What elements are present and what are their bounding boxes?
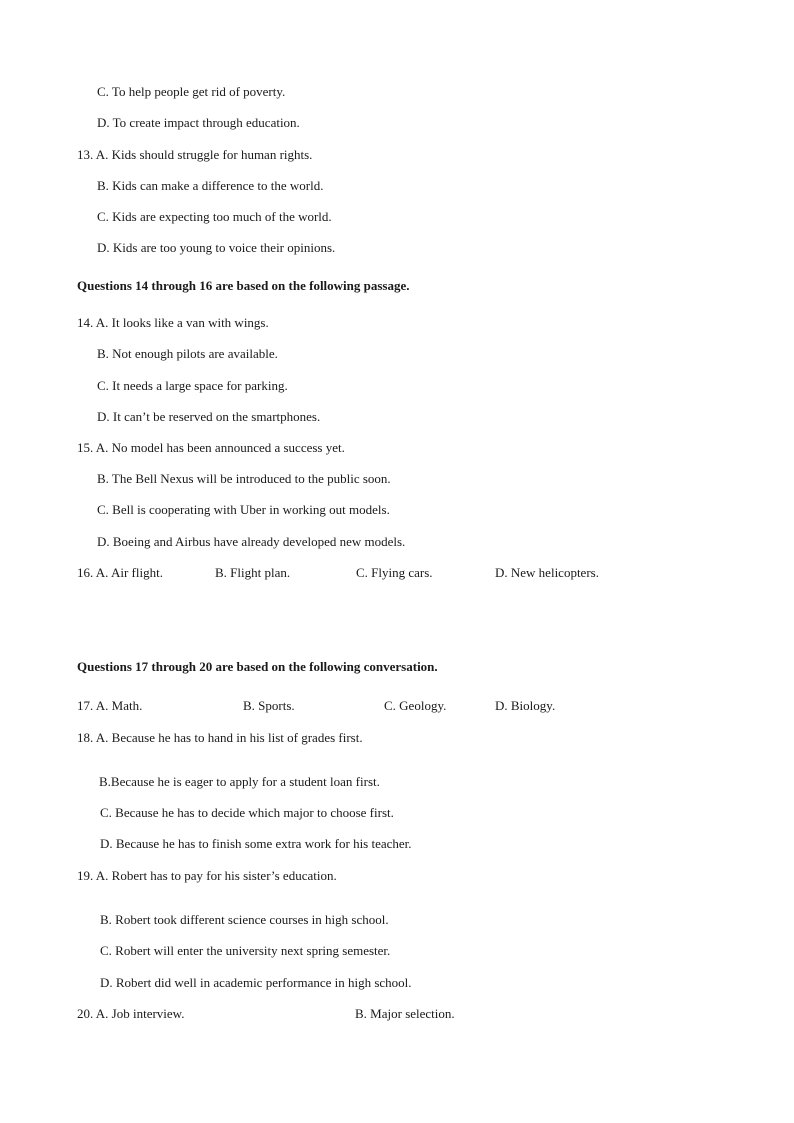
q16-option-a: 16. A. Air flight. — [77, 565, 163, 580]
q15-option-d: D. Boeing and Airbus have already developed new models. — [97, 534, 406, 549]
q15-option-c: C. Bell is cooperating with Uber in working out models. — [97, 502, 390, 517]
q18-option-c: C. Because he has to decide which major to choose first. — [100, 805, 394, 820]
q16-option-c: C. Flying cars. — [356, 565, 433, 580]
q13-option-a: 13. A. Kids should struggle for human rights. — [77, 147, 313, 162]
q19-option-d: D. Robert did well in academic performance in high school. — [100, 975, 412, 990]
q20-option-b: B. Major selection. — [355, 1006, 455, 1021]
q14-option-a: 14. A. It looks like a van with wings. — [77, 315, 269, 330]
q17-option-c: C. Geology. — [384, 698, 447, 713]
q14-option-b: B. Not enough pilots are available. — [97, 346, 278, 361]
section-heading-passage: Questions 14 through 16 are based on the following passage. — [77, 278, 410, 293]
q13-option-d: D. Kids are too young to voice their opinions. — [97, 240, 336, 255]
q17-option-d: D. Biology. — [495, 698, 556, 713]
q16-option-d: D. New helicopters. — [495, 565, 599, 580]
q18-option-b: B.Because he is eager to apply for a student loan first. — [99, 774, 380, 789]
q18-option-d: D. Because he has to finish some extra work for his teacher. — [100, 836, 412, 851]
q19-option-c: C. Robert will enter the university next spring semester. — [100, 943, 391, 958]
q19-option-a: 19. A. Robert has to pay for his sister’s education. — [77, 868, 337, 883]
q19-option-b: B. Robert took different science courses in high school. — [100, 912, 389, 927]
q17-option-b: B. Sports. — [243, 698, 295, 713]
q12-option-c: C. To help people get rid of poverty. — [97, 84, 286, 99]
q18-option-a: 18. A. Because he has to hand in his list of grades first. — [77, 730, 363, 745]
q15-option-a: 15. A. No model has been announced a success yet. — [77, 440, 345, 455]
q14-option-d: D. It can’t be reserved on the smartphones. — [97, 409, 321, 424]
q20-option-a: 20. A. Job interview. — [77, 1006, 185, 1021]
q13-option-b: B. Kids can make a difference to the world. — [97, 178, 324, 193]
q15-option-b: B. The Bell Nexus will be introduced to the public soon. — [97, 471, 391, 486]
q17-option-a: 17. A. Math. — [77, 698, 143, 713]
q16-option-b: B. Flight plan. — [215, 565, 291, 580]
section-heading-conversation: Questions 17 through 20 are based on the following conversation. — [77, 659, 438, 674]
q13-option-c: C. Kids are expecting too much of the world. — [97, 209, 332, 224]
q12-option-d: D. To create impact through education. — [97, 115, 300, 130]
q14-option-c: C. It needs a large space for parking. — [97, 378, 288, 393]
